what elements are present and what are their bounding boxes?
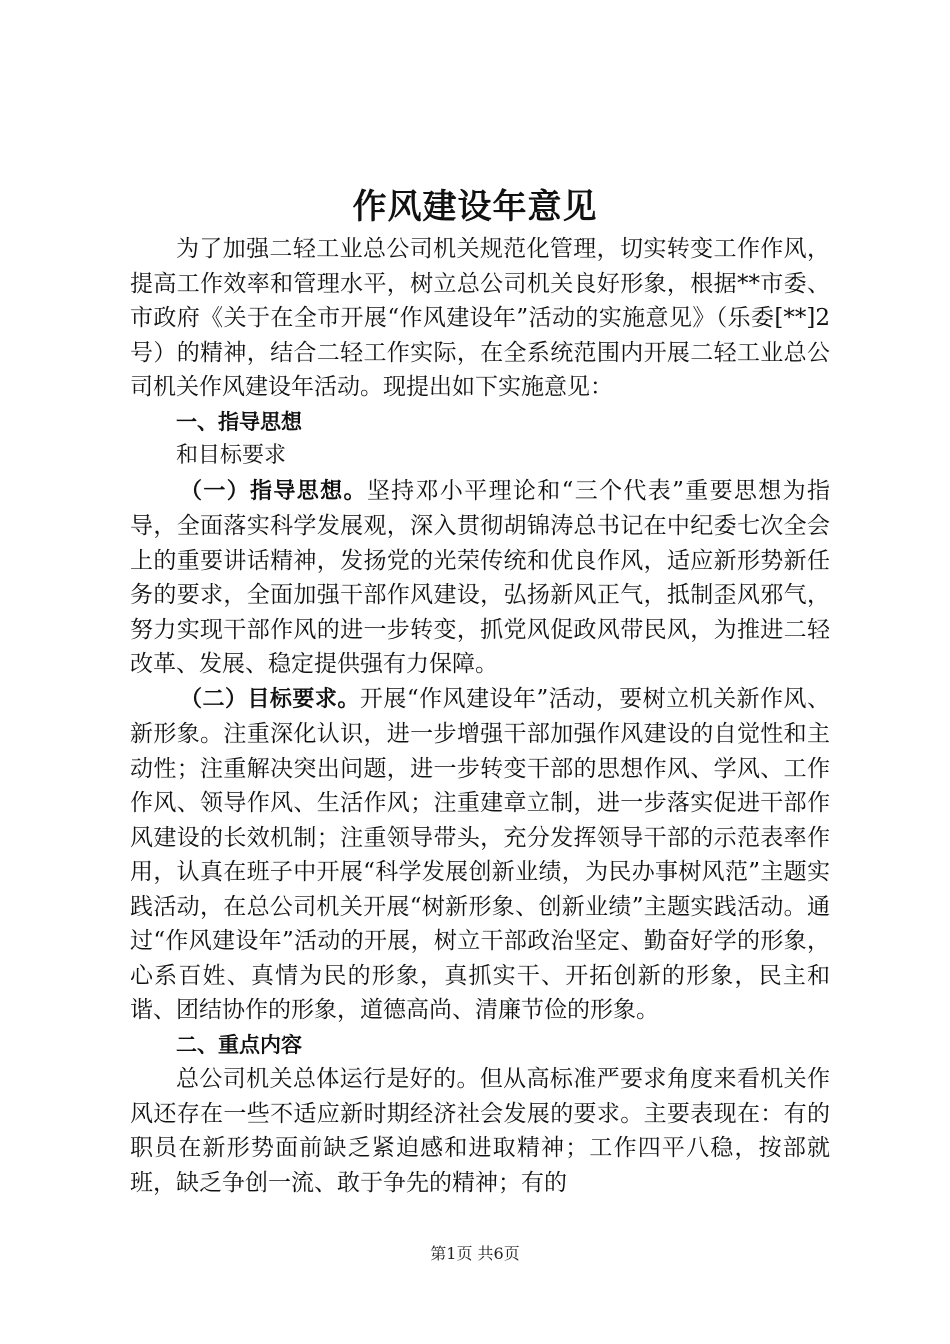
section2-heading: 二、重点内容 [176,1032,302,1057]
intro-paragraph: 为了加强二轻工业总公司机关规范化管理，切实转变工作作风，提高工作效率和管理水平，树立总公司机关良好形象，根据**市委、市政府《关于在全市开展“作风建设年”活动的实施意见》（乐委[**]2号）的精神，结合二轻工作实际，在全系统范围内开展二轻工业总公司机关作风建设年活动。现提出如下实施意见： [130,236,830,400]
section1-heading-continuation: 和目标要求 [176,443,287,468]
section2-paragraph: 总公司机关总体运行是好的。但从高标准严要求角度来看机关作风还存在一些不适应新时期经济社会发展的要求。主要表现在：有的职员在新形势面前缺乏紧迫感和进取精神；工作四平八稳，按部就班，缺乏争创一流、敢于争先的精神；有的 [130,1066,830,1196]
subsection2-text: 开展“作风建设年”活动，要树立机关新作风、新形象。注重深化认识，进一步增强干部加强作风建设的自觉性和主动性；注重解决突出问题，进一步转变干部的思想作风、学风、工作作风、领导作风、生活作风；注重建章立制，进一步落实促进干部作风建设的长效机制；注重领导带头，充分发挥领导干部的示范表率作用，认真在班子中开展“科学发展创新业绩，为民办事树风范”主题实践活动，在总公司机关开展“树新形象、创新业绩”主题实践活动。通过“作风建设年”活动的开展，树立干部政治坚定、勤奋好学的形象，心系百姓、真情为民的形象，真抓实干、开拓创新的形象，民主和谐、团结协作的形象，道德高尚、清廉节俭的形象。 [130,685,830,1023]
section1-heading: 一、指导思想 [176,409,302,434]
page-footer: 第1页 共6页 [430,1244,520,1263]
document-body [130,232,830,1200]
document-title: 作风建设年意见 [352,187,598,227]
subsection1-paragraph [130,474,830,682]
subsection1-text: 坚持邓小平理论和“三个代表”重要思想为指导，全面落实科学发展观，深入贯彻胡锦涛总书记在中纪委七次全会上的重要讲话精神，发扬党的光荣传统和优良作风，适应新形势新任务的要求，全面加强干部作风建设，弘扬新风正气，抵制歪风邪气，努力实现干部作风的进一步转变，抓党风促政风带民风，为推进二轻改革、发展、稳定提供强有力保障。 [130,477,830,677]
subsection2-paragraph [130,682,830,1028]
subsection2-lead: （二）目标要求。 [180,686,360,712]
subsection1-lead: （一）指导思想。 [180,478,367,504]
